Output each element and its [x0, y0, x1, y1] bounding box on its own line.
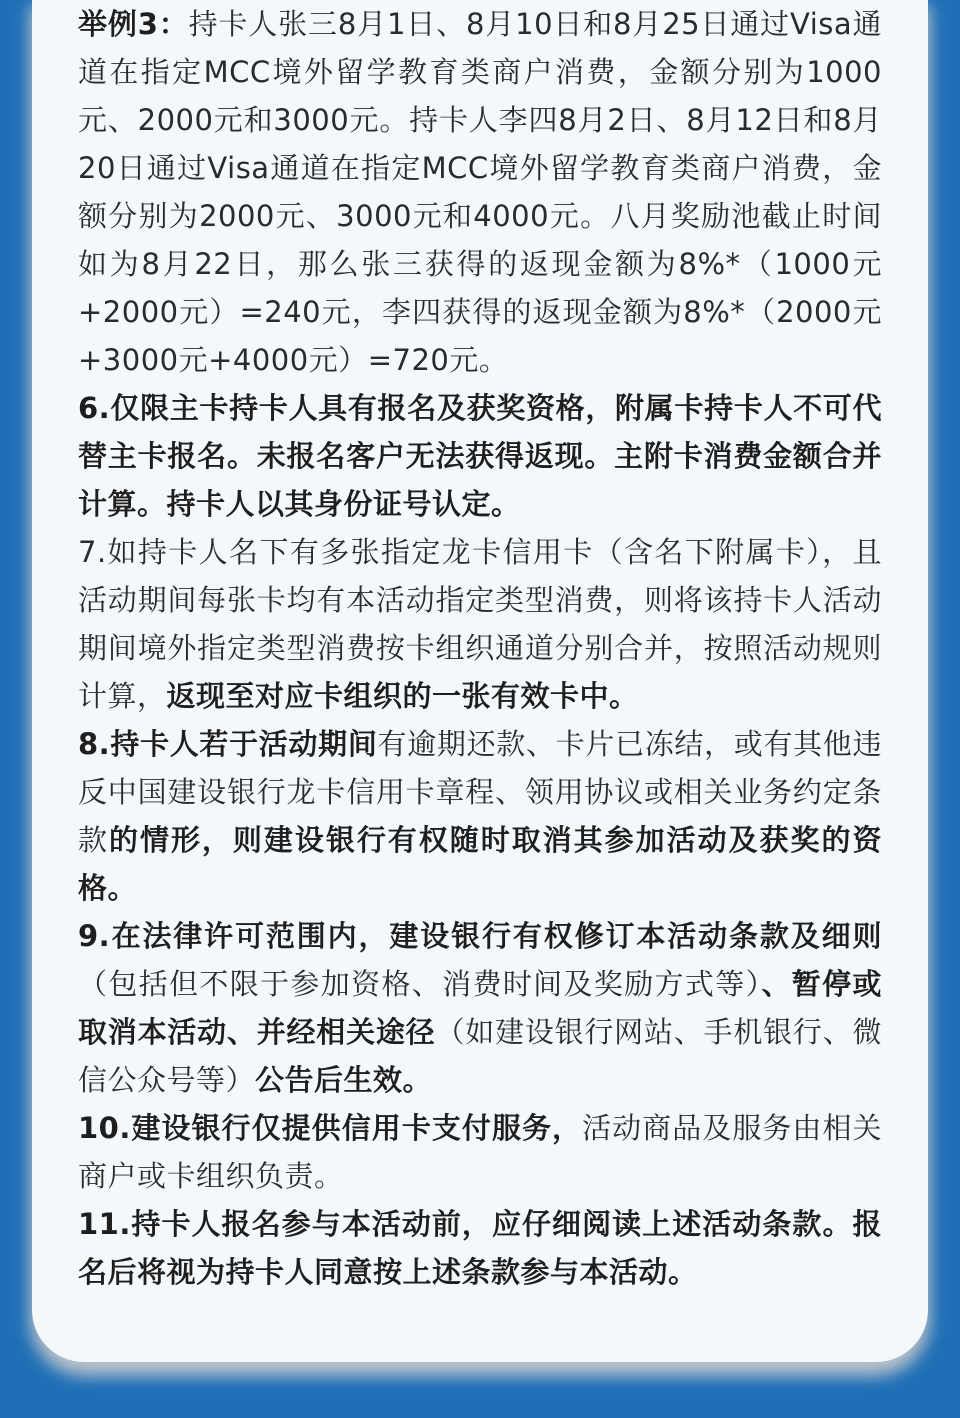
term-item-7-text: 7.如持卡人名下有多张指定龙卡信用卡（含名下附属卡），且活动期间每张卡均有本活动指定类型消费，则将该持卡人活动期间境外指定类型消费按卡组织通道分别合并，按照活动规则计算， [78, 535, 882, 713]
term-item-9-text-2: （如建设银行网站、手机银行、微信公众号等） [78, 1015, 882, 1097]
terms-card [32, 0, 928, 1362]
term-item-10-bold: 10.建设银行仅提供信用卡支付服务， [78, 1111, 583, 1145]
term-item-9-text-1: （包括但不限于参加资格、消费时间及奖励方式等） [78, 967, 762, 1001]
term-item-11 [78, 1200, 882, 1296]
example-3-label: 举例3： [78, 7, 189, 41]
term-item-9-bold-2: 、暂停或取消本活动、并经相关途径 [78, 967, 882, 1049]
term-item-11-text: 11.持卡人报名参与本活动前，应仔细阅读上述活动条款。报名后将视为持卡人同意按上述条款参与本活动。 [78, 1207, 882, 1289]
term-item-10-text: 活动商品及服务由相关商户或卡组织负责。 [78, 1111, 882, 1193]
term-item-8 [78, 720, 882, 912]
term-item-8-bold-2: 的情形，则建设银行有权随时取消其参加活动及获奖的资格。 [78, 823, 882, 905]
example-3 [78, 0, 882, 384]
example-3-text: 持卡人张三8月1日、8月10日和8月25日通过Visa通道在指定MCC境外留学教育类商户消费，金额分别为1000元、2000元和3000元。持卡人李四8月2日、8月12日和8月20日通过Visa通道在指定MCC境外留学教育类商户消费，金额分别为2000元、3000元和4000元。八月奖励池截止时间如为8月22日，那么张三获得的返现金额为8%*（1000元+2000元）=240元，李四获得的返现金额为8%*（2000元+3000元+4000元）=720元。 [78, 7, 882, 377]
term-item-6 [78, 384, 882, 528]
term-item-9-bold-1: 9.在法律许可范围内，建设银行有权修订本活动条款及细则 [78, 919, 882, 953]
term-item-9-bold-3: 公告后生效。 [255, 1063, 433, 1097]
term-item-7-bold: 返现至对应卡组织的一张有效卡中。 [166, 679, 639, 713]
term-item-6-text: 6.仅限主卡持卡人具有报名及获奖资格，附属卡持卡人不可代替主卡报名。未报名客户无法获得返现。主附卡消费金额合并计算。持卡人以其身份证号认定。 [78, 391, 882, 521]
term-item-9 [78, 912, 882, 1104]
terms-body [78, 0, 882, 1296]
term-item-8-text: 有逾期还款、卡片已冻结，或有其他违反中国建设银行龙卡信用卡章程、领用协议或相关业务约定条款 [78, 727, 882, 857]
term-item-8-bold-1: 8.持卡人若于活动期间 [78, 727, 378, 761]
term-item-7 [78, 528, 882, 720]
term-item-10 [78, 1104, 882, 1200]
